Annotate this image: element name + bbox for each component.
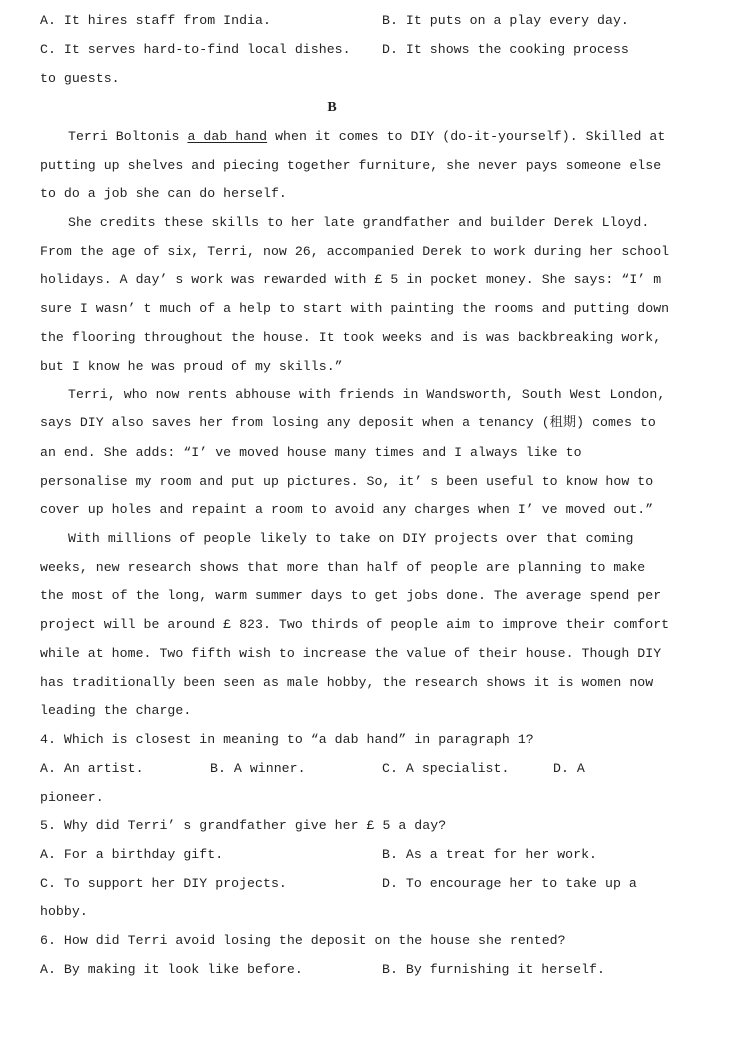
q6-option-b: B. By furnishing it herself. xyxy=(382,962,605,977)
q3-option-d: D. It shows the cooking process xyxy=(382,42,629,57)
paragraph-1-line-2: putting up shelves and piecing together furniture, she never pays someone else xyxy=(40,158,662,173)
paragraph-4-line-1: With millions of people likely to take on DIY projects over that coming xyxy=(68,531,634,546)
paragraph-2-line-3: holidays. A day’ s work was rewarded with £ 5 in pocket money. She says: “I’ m xyxy=(40,272,662,287)
paragraph-2-line-4: sure I wasn’ t much of a help to start with painting the rooms and putting down xyxy=(40,301,670,316)
paragraph-3-line-2: says DIY also saves her from losing any deposit when a tenancy (租期) comes to xyxy=(40,415,656,430)
p1-text-post: when it comes to DIY (do-it-yourself). Skilled at xyxy=(267,129,666,144)
section-heading: B xyxy=(327,100,337,115)
paragraph-4-line-5: while at home. Two fifth wish to increase the value of their house. Though DIY xyxy=(40,646,662,661)
q5-option-d-continued: hobby. xyxy=(40,904,88,919)
q5-option-d: D. To encourage her to take up a xyxy=(382,876,637,891)
paragraph-4-line-7: leading the charge. xyxy=(40,703,192,718)
q6-option-a: A. By making it look like before. xyxy=(40,962,303,977)
q3-option-b: B. It puts on a play every day. xyxy=(382,13,629,28)
q4-option-c: C. A specialist. xyxy=(382,761,510,776)
q4-option-b: B. A winner. xyxy=(210,761,306,776)
q4-option-d-continued: pioneer. xyxy=(40,790,104,805)
q4-option-d: D. A xyxy=(553,761,585,776)
paragraph-2-line-2: From the age of six, Terri, now 26, accompanied Derek to work during her school xyxy=(40,244,670,259)
q4-stem: 4. Which is closest in meaning to “a dab hand” in paragraph 1? xyxy=(40,732,534,747)
paragraph-4-line-6: has traditionally been seen as male hobby, the research shows it is women now xyxy=(40,675,654,690)
q4-option-a: A. An artist. xyxy=(40,761,144,776)
paragraph-2-line-5: the flooring throughout the house. It took weeks and is was backbreaking work, xyxy=(40,330,662,345)
q3-option-c: C. It serves hard-to-find local dishes. xyxy=(40,42,351,57)
q5-stem: 5. Why did Terri’ s grandfather give her £ 5 a day? xyxy=(40,818,447,833)
paragraph-3-line-3: an end. She adds: “I’ ve moved house many times and I always like to xyxy=(40,445,582,460)
paragraph-1-line-3: to do a job she can do herself. xyxy=(40,186,287,201)
paragraph-3-line-1: Terri, who now rents abhouse with friends in Wandsworth, South West London, xyxy=(68,387,666,402)
q5-option-a: A. For a birthday gift. xyxy=(40,847,224,862)
p1-text-pre: Terri Boltonis xyxy=(68,129,188,144)
q5-option-c: C. To support her DIY projects. xyxy=(40,876,287,891)
paragraph-2-line-6: but I know he was proud of my skills.” xyxy=(40,359,343,374)
paragraph-2-line-1: She credits these skills to her late grandfather and builder Derek Lloyd. xyxy=(68,215,650,230)
paragraph-4-line-4: project will be around £ 823. Two thirds of people aim to improve their comfort xyxy=(40,617,670,632)
paragraph-1-line-1 xyxy=(68,128,665,146)
paragraph-3-line-5: cover up holes and repaint a room to avoid any charges when I’ ve moved out.” xyxy=(40,502,654,517)
paragraph-4-line-2: weeks, new research shows that more than half of people are planning to make xyxy=(40,560,646,575)
q5-option-b: B. As a treat for her work. xyxy=(382,847,598,862)
paragraph-3-line-4: personalise my room and put up pictures. So, it’ s been useful to know how to xyxy=(40,474,654,489)
q3-option-a: A. It hires staff from India. xyxy=(40,13,271,28)
q6-stem: 6. How did Terri avoid losing the deposit on the house she rented? xyxy=(40,933,566,948)
underlined-phrase: a dab hand xyxy=(187,129,268,144)
paragraph-4-line-3: the most of the long, warm summer days to get jobs done. The average spend per xyxy=(40,588,662,603)
q3-option-d-continued: to guests. xyxy=(40,71,120,86)
